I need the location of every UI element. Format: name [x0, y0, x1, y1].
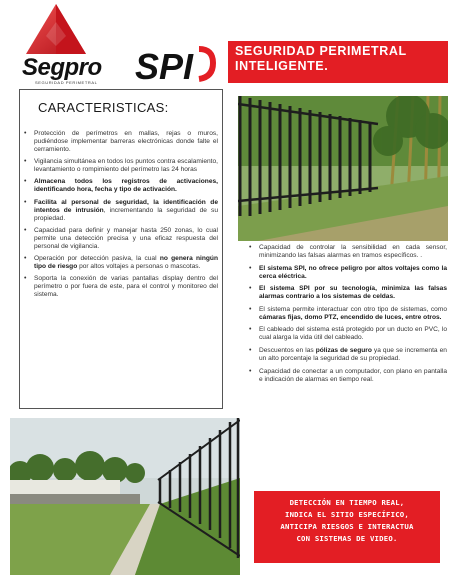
characteristics-heading: CARACTERISTICAS: — [38, 100, 169, 115]
list-item: • El sistema SPI, no ofrece peligro por altos voltajes como la cerca eléctrica. — [247, 265, 447, 281]
list-item: • El sistema SPI por su tecnología, minimiza las falsas alarmas contrario a los sistemas de celdas. — [247, 285, 447, 301]
highlight-box — [254, 491, 440, 563]
title-line-2: INTELIGENTE. — [235, 59, 329, 73]
highlight-line-2: INDICA EL SITIO ESPECÍFICO, — [284, 510, 409, 519]
fence-along-lawn-photo — [10, 418, 240, 575]
brand-name: Segpro — [22, 54, 102, 81]
list-item: • Facilita al personal de seguridad, la identificación de intentos de intrusión, incrementando la seguridad de su propiedad. — [22, 199, 218, 223]
title-banner — [228, 41, 448, 83]
spi-logo-text: SPI — [135, 46, 194, 85]
benefits-list — [247, 244, 447, 388]
list-item: • Operación por detección pasiva, la cual no genera ningún tipo de riesgo por altos voltajes a personas o mascotas. — [22, 255, 218, 271]
characteristics-list — [22, 130, 218, 303]
title-line-1: SEGURIDAD PERIMETRAL — [235, 44, 407, 58]
spi-logo — [133, 45, 221, 85]
list-item: • Capacidad para definir y manejar hasta 250 zonas, lo cual permite una detección precisa y una eficaz respuesta del personal de vigilancia. — [22, 227, 218, 251]
fence-with-bamboo-photo — [238, 96, 448, 241]
list-item: • Vigilancia simultánea en todos los puntos contra escalamiento, levantamiento o rompimiento del perímetro las 24 horas — [22, 158, 218, 174]
list-item: • Soporta la conexión de varias pantallas display dentro del perímetro o por fuera de este, para el control y monitoreo del sistema. — [22, 275, 218, 299]
highlight-line-4: CON SISTEMAS DE VIDEO. — [296, 534, 398, 543]
list-item: • Capacidad de controlar la sensibilidad en cada sensor, minimizando las falsas alarmas en tramos específicos. . — [247, 244, 447, 260]
list-item: • Protección de perímetros en mallas, rejas o muros, pudiéndose implementar barreras electrónicas donde falte el cerramiento. — [22, 130, 218, 154]
list-item: • Almacena todos los registros de activaciones, identificando hora, fecha y tipo de activación. — [22, 178, 218, 194]
highlight-line-3: ANTICIPA RIESGOS E INTERACTUA — [280, 522, 414, 531]
list-item: • Descuentos en las pólizas de seguro ya que se incrementa en un alto porcentaje la seguridad de su propiedad. — [247, 347, 447, 363]
brand-tagline: SEGURIDAD PERIMETRAL — [35, 80, 98, 85]
list-item: • El cableado del sistema está protegido por un ducto en PVC, lo cual alarga la vida útil del cableado. — [247, 326, 447, 342]
list-item: • El sistema permite interactuar con otro tipo de sistemas, como cámaras fijas, domo PTZ, encendido de luces, entre otros. — [247, 306, 447, 322]
highlight-line-1: DETECCIÓN EN TIEMPO REAL, — [289, 498, 405, 507]
list-item: • Capacidad de conectar a un computador, con plano en pantalla e indicación de alarmas en tiempo real. — [247, 368, 447, 384]
